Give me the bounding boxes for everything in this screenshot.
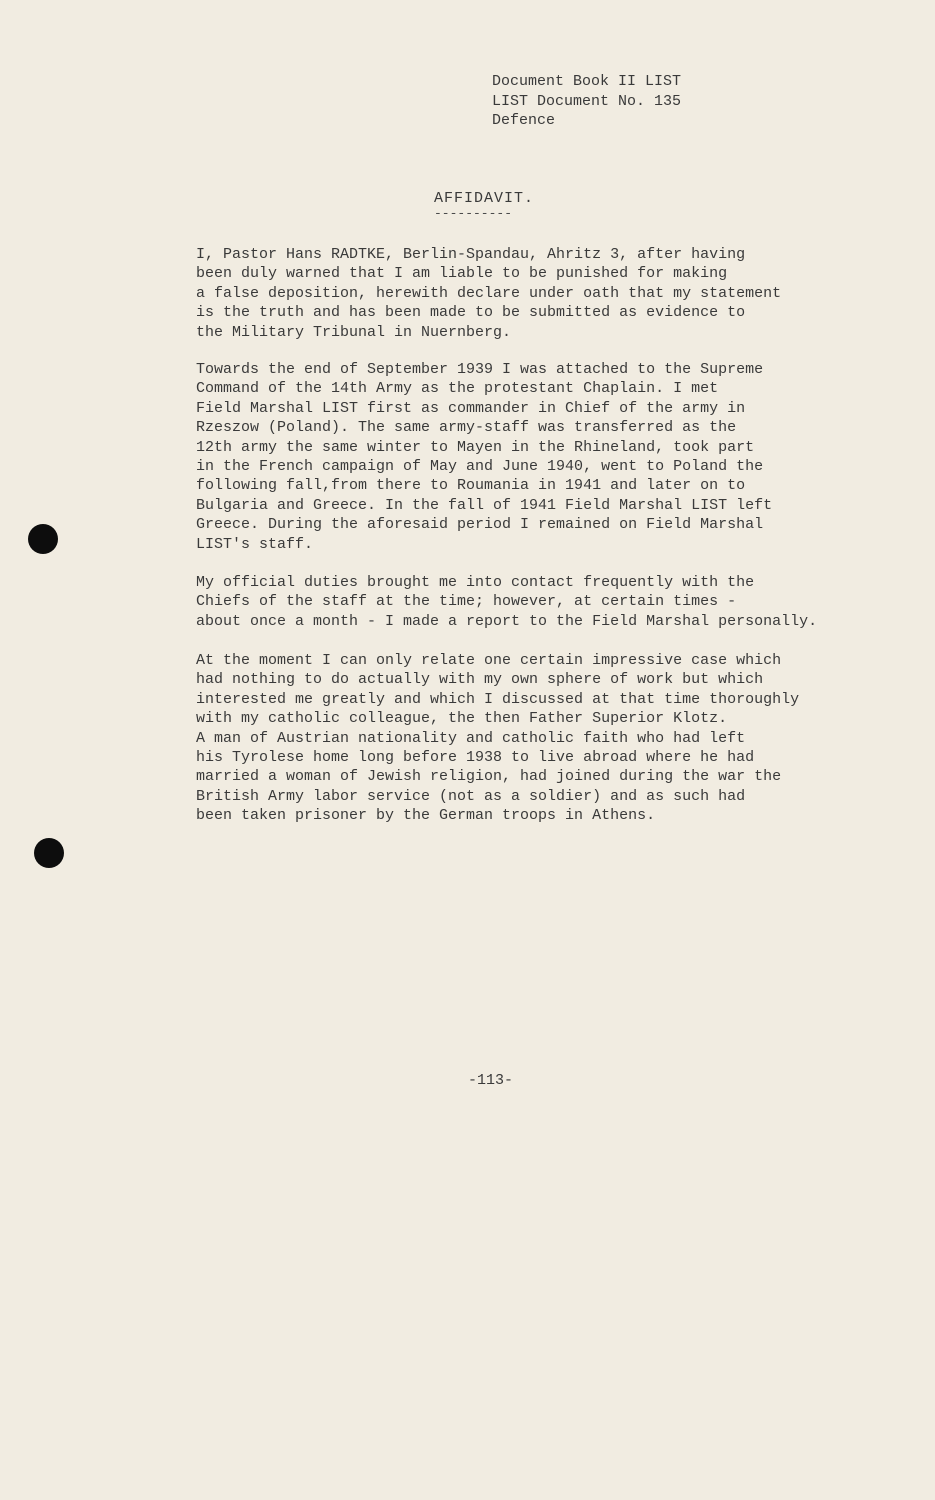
paragraph-oath [196, 245, 781, 342]
document-header [492, 72, 681, 131]
text-line: I, Pastor Hans RADTKE, Berlin-Spandau, Ahritz 3, after having [196, 246, 746, 263]
page-title: AFFIDAVIT. [434, 190, 535, 207]
text-line: A man of Austrian nationality and catholic faith who had left [196, 729, 746, 747]
text-line: his Tyrolese home long before 1938 to live abroad where he had [196, 749, 755, 767]
text-line: LIST's staff. [196, 535, 314, 553]
text-line: Towards the end of September 1939 I was attached to the Supreme [196, 361, 764, 378]
punch-hole [34, 838, 64, 868]
text-line: Greece. During the aforesaid period I remained on Field Marshal [196, 516, 764, 534]
header-document-number: LIST Document No. 135 [492, 92, 682, 110]
paragraph-service-history [196, 360, 772, 554]
header-defence-label: Defence [492, 112, 556, 129]
text-line: Field Marshal LIST first as commander in Chief of the army in [196, 399, 746, 417]
text-line: in the French campaign of May and June 1940, went to Poland the [196, 458, 764, 476]
text-line: with my catholic colleague, the then Father Superior Klotz. [196, 710, 728, 728]
text-line: Rzeszow (Poland). The same army-staff was transferred as the [196, 419, 737, 437]
text-line: interested me greatly and which I discussed at that time thoroughly [196, 690, 800, 708]
text-line: At the moment I can only relate one certain impressive case which [196, 652, 782, 669]
text-line: British Army labor service (not as a soldier) and as such had [196, 787, 746, 805]
text-line: been duly warned that I am liable to be punished for making [196, 265, 728, 283]
text-line: a false deposition, herewith declare under oath that my statement [196, 284, 782, 302]
text-line: the Military Tribunal in Nuernberg. [196, 323, 512, 341]
header-book-line: Document Book II LIST [492, 73, 682, 90]
text-line: Chiefs of the staff at the time; however, at certain times - [196, 593, 737, 611]
paragraph-official-duties [196, 573, 817, 631]
text-line: had nothing to do actually with my own sphere of work but which [196, 671, 764, 689]
page-number: -113- [468, 1072, 514, 1089]
text-line: 12th army the same winter to Mayen in the Rhineland, took part [196, 438, 755, 456]
title-underline: ---------- [434, 206, 513, 221]
text-line: Bulgaria and Greece. In the fall of 1941 Field Marshal LIST left [196, 496, 773, 514]
punch-hole [28, 524, 58, 554]
paragraph-impressive-case [196, 651, 799, 826]
text-line: Command of the 14th Army as the protestant Chaplain. I met [196, 380, 719, 398]
text-line: following fall,from there to Roumania in 1941 and later on to [196, 477, 746, 495]
text-line: My official duties brought me into contact frequently with the [196, 574, 755, 591]
text-line: about once a month - I made a report to the Field Marshal personally. [196, 612, 818, 630]
text-line: is the truth and has been made to be submitted as evidence to [196, 304, 746, 322]
text-line: been taken prisoner by the German troops in Athens. [196, 807, 656, 825]
text-line: married a woman of Jewish religion, had joined during the war the [196, 768, 782, 786]
